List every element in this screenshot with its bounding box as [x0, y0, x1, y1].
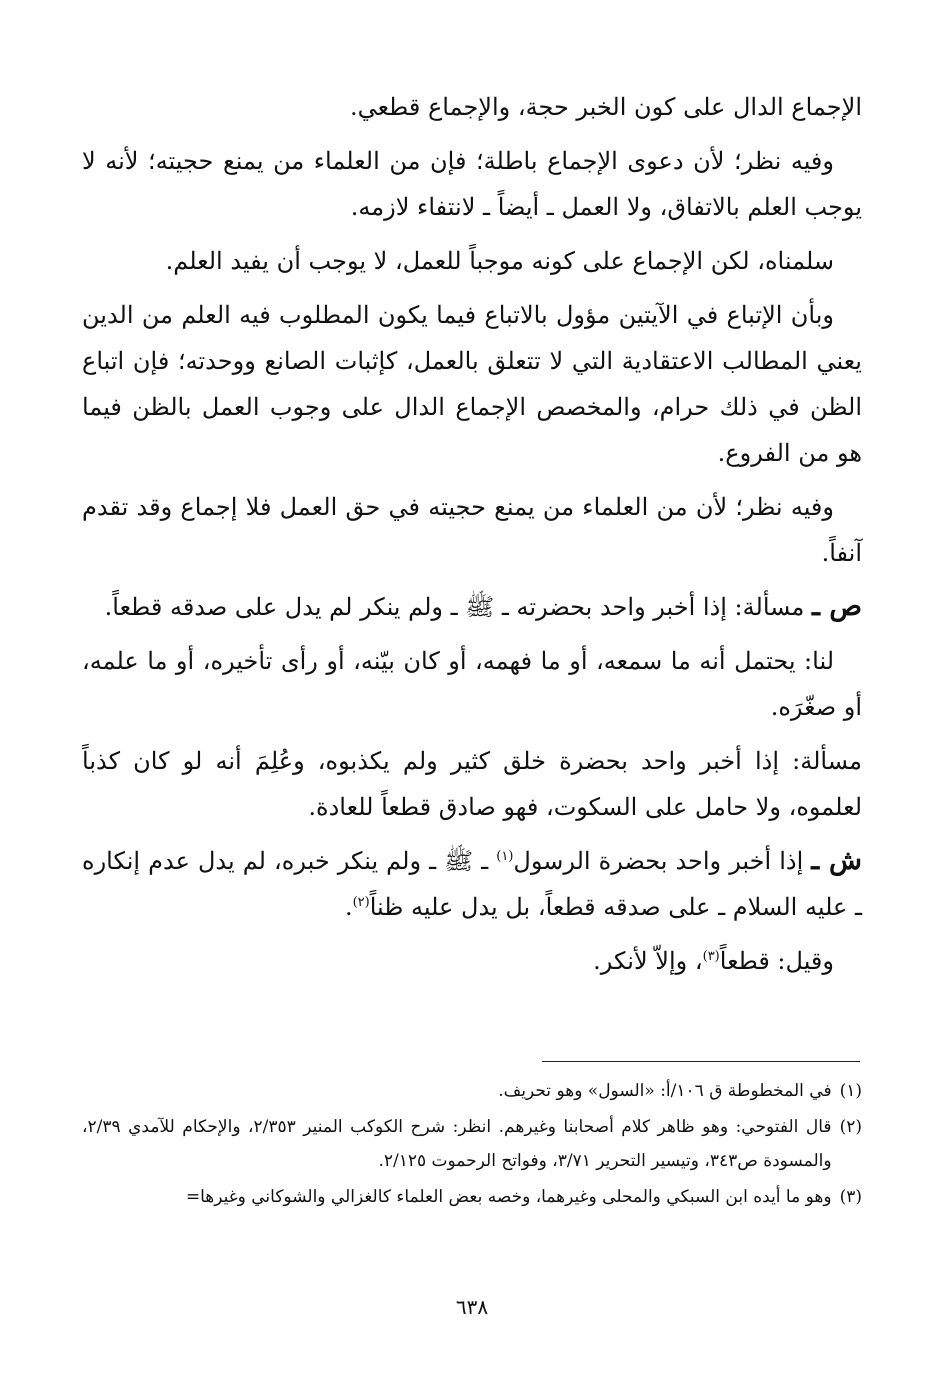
paragraph-9 [82, 838, 862, 930]
paragraph-3: سلمناه، لكن الإجماع على كونه موجباً للعمل، لا يوجب أن يفيد العلم. [165, 247, 834, 275]
paragraph-4: وبأن الإتباع في الآيتين مؤول بالاتباع فيما يكون المطلوب فيه العلم من الدين يعني المطالب الاعتقادية التي لا تتعلق بالعمل، كإثبات الصانع ووحدته؛ فإن اتباع الظن في ذلك حرام، والمخصص الإجماع الدال على وجوب العمل بالظن فيما هو من الفروع. [82, 301, 862, 467]
paragraph-5: وفيه نظر؛ لأن من العلماء من يمنع حجيته في حق العمل فلا إجماع وقد تقدم آنفاً. [82, 493, 862, 567]
footnote-2 [82, 1110, 862, 1178]
footnote-1 [82, 1074, 862, 1108]
section-mark-sad: ص ـ [812, 591, 862, 622]
paragraph-9-text-c: . [344, 893, 353, 921]
footnote-text: وهو ما أيده ابن السبكي والمحلى وغيرهما، وخصه بعض العلماء كالغزالي والشوكاني وغيرها= [185, 1187, 832, 1207]
footnotes [82, 1074, 862, 1216]
page-number: ٦٣٨ [455, 1295, 489, 1319]
footnote-ref-1[interactable]: (١) [496, 849, 514, 864]
footnote-ref-2[interactable]: (٢) [352, 895, 370, 910]
paragraph-9-text-b: ـ ﷺ ـ ولم ينكر خبره، لم يدل عدم إنكاره ـ عليه السلام ـ على صدقه قطعاً، بل يدل عليه ظناً [82, 847, 862, 921]
footnote-ref-3[interactable]: (٣) [702, 949, 720, 964]
paragraph-7: لنا: يحتمل أنه ما سمعه، أو ما فهمه، أو كان بيّنه، أو رأى تأخيره، أو ما علمه، أو صغّرَه. [82, 647, 862, 721]
paragraph-1: الإجماع الدال على كون الخبر حجة، والإجماع قطعي. [349, 93, 862, 121]
footnote-3 [82, 1180, 862, 1214]
paragraph-10-text-a: وقيل: قطعاً [719, 947, 834, 975]
footnote-text: قال الفتوحي: وهو ظاهر كلام أصحابنا وغيرهم. انظر: شرح الكوكب المنير ٢/٣٥٣، والإحكام للآمدي ٢/٣٩، والمسودة ص٣٤٣، وتيسير التحرير ٣/٧١، وفواتح الرحموت ٢/١٢٥. [82, 1117, 832, 1171]
paragraph-9-text-a: إذا أخبر واحد بحضرة الرسول [513, 847, 804, 875]
paragraph-10-text-b: ، وإلاّ لأنكر. [593, 947, 703, 975]
footnote-separator [542, 1061, 860, 1062]
paragraph-8: مسألة: إذا أخبر واحد بحضرة خلق كثير ولم يكذبوه، وعُلِمَ أنه لو كان كذباً لعلموه، ولا حامل على السكوت، فهو صادق قطعاً للعادة. [82, 747, 862, 821]
footnote-number: (٣) [839, 1187, 862, 1207]
footnote-text: في المخطوطة ق ١٠٦/أ: «السول» وهو تحريف. [498, 1081, 832, 1101]
paragraph-6-text: مسألة: إذا أخبر واحد بحضرته ـ ﷺ ـ ولم ينكر لم يدل على صدقه قطعاً. [104, 593, 805, 621]
footnote-number: (٢) [839, 1117, 862, 1137]
page-body [82, 84, 862, 992]
paragraph-6 [82, 584, 862, 630]
footnote-number: (١) [839, 1081, 862, 1101]
paragraph-2: وفيه نظر؛ لأن دعوى الإجماع باطلة؛ فإن من العلماء من يمنع حجيته؛ لأنه لا يوجب العلم بالاتفاق، ولا العمل ـ أيضاً ـ لانتفاء لازمه. [82, 147, 862, 221]
paragraph-10 [82, 938, 862, 984]
section-mark-shin: ش ـ [811, 845, 862, 876]
